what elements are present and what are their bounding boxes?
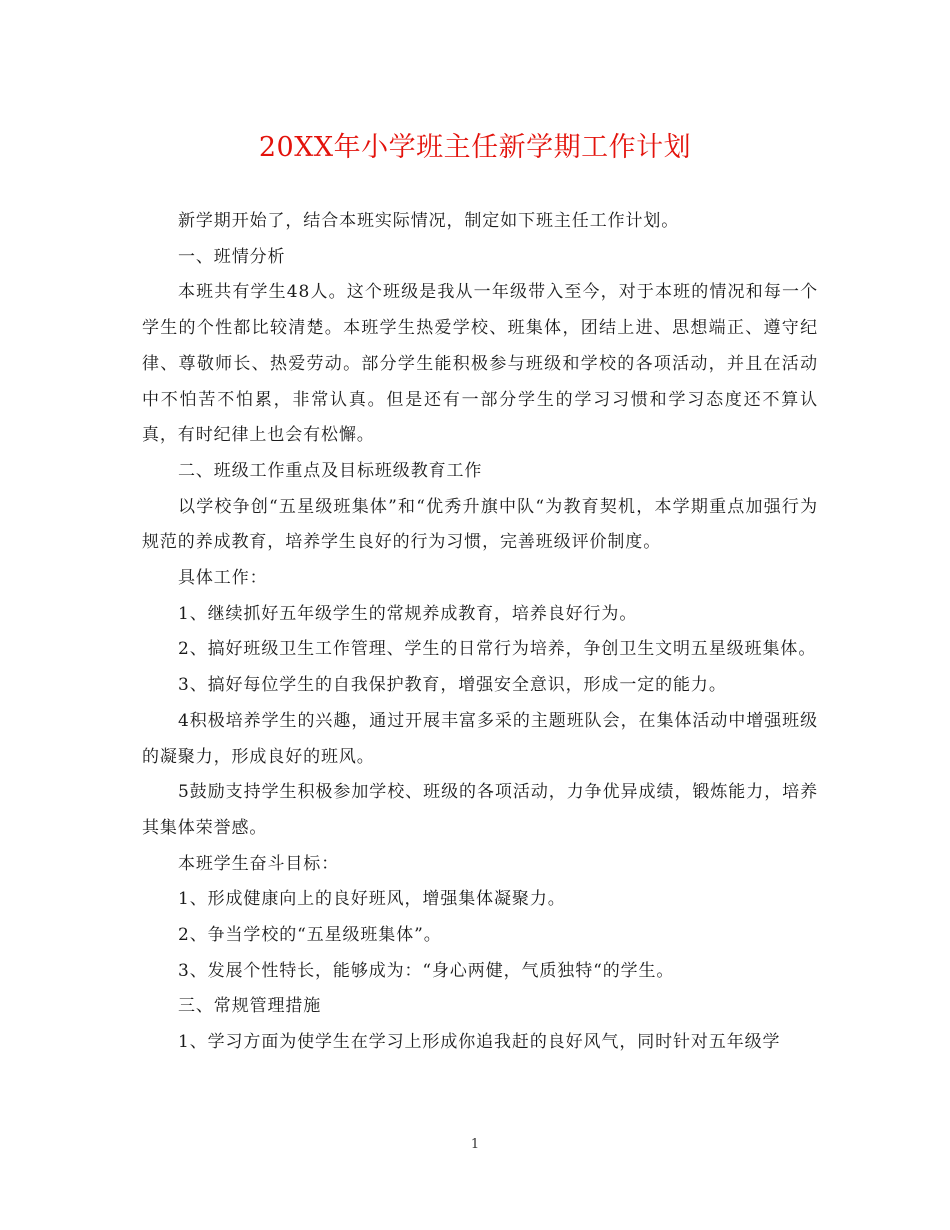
paragraph-work-focus: 以学校争创“五星级班集体”和“优秀升旗中队“为教育契机，本学期重点加强行为规范的养成教育，培养学生良好的行为习惯，完善班级评价制度。 [142,496,818,553]
list-item-goal-1: 1、形成健康向上的良好班风，增强集体凝聚力。 [178,889,566,910]
page-number: 1 [470,1137,480,1152]
heading-class-analysis: 一、班情分析 [178,246,286,267]
list-item-work-1: 1、继续抓好五年级学生的常规养成教育，培养良好行为。 [178,603,638,624]
list-item-management-1: 1、学习方面为使学生在学习上形成你追我赶的良好风气，同时针对五年级学 [178,1032,781,1053]
list-item-work-3: 3、搞好每位学生的自我保护教育，增强安全意识，形成一定的能力。 [178,675,727,696]
heading-management: 三、常规管理措施 [178,996,322,1017]
document-title: 20XX年小学班主任新学期工作计划 [258,132,692,163]
heading-specific-work: 具体工作： [178,568,268,589]
list-item-goal-3: 3、发展个性特长，能够成为：“身心两健，气质独特“的学生。 [178,960,675,981]
list-item-work-4: 4积极培养学生的兴趣，通过开展丰富多采的主题班队会，在集体活动中增强班级的凝聚力，形成良好的班风。 [142,710,818,767]
document-body [142,204,818,1061]
list-item-goal-2: 2、争当学校的“五星级班集体”。 [178,925,442,946]
paragraph-class-analysis: 本班共有学生48人。这个班级是我从一年级带入至今，对于本班的情况和每一个学生的个性都比较清楚。本班学生热爱学校、班集体，团结上进、思想端正、遵守纪律、尊敬师长、热爱劳动。部分学生能积极参与班级和学校的各项活动，并且在活动中不怕苦不怕累，非常认真。但是还有一部分学生的学习习惯和学习态度还不算认真，有时纪律上也会有松懈。 [142,282,818,446]
list-item-work-2: 2、搞好班级卫生工作管理、学生的日常行为培养，争创卫生文明五星级班集体。 [178,639,817,660]
paragraph-intro: 新学期开始了，结合本班实际情况，制定如下班主任工作计划。 [178,211,680,231]
heading-goals: 本班学生奋斗目标： [178,853,340,874]
list-item-work-5: 5鼓励支持学生积极参加学校、班级的各项活动，力争优异成绩，锻炼能力，培养其集体荣誉感。 [142,782,818,838]
heading-work-focus: 二、班级工作重点及目标班级教育工作 [178,460,483,481]
